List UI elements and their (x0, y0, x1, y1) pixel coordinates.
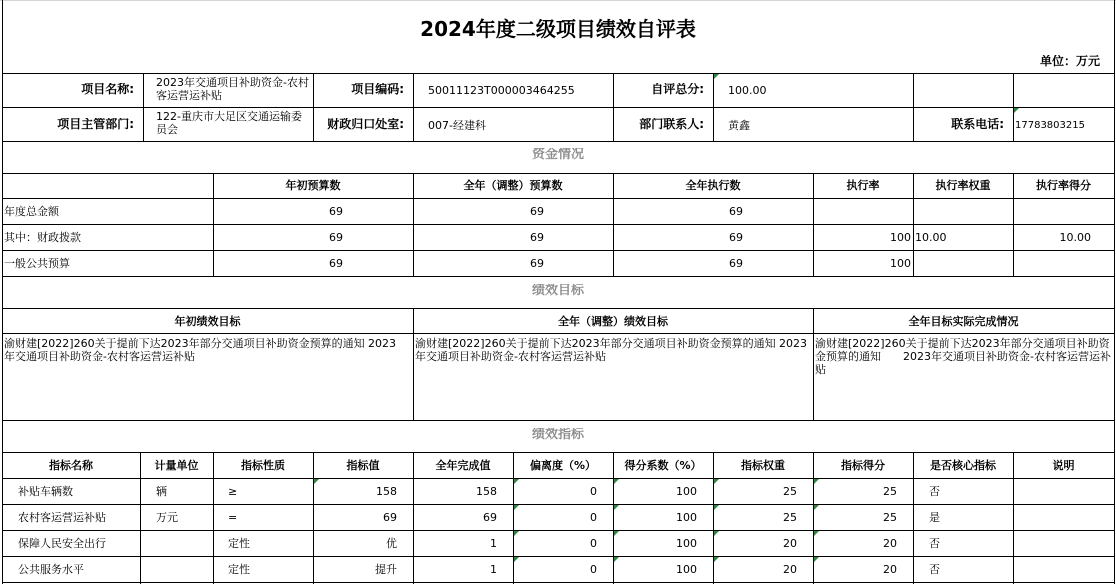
ind-nature: 定性 (228, 563, 250, 576)
funds-row-initial: 69 (329, 257, 343, 270)
ind-nature: = (228, 511, 238, 524)
cell-marker-icon (714, 557, 719, 562)
ind-unit: 万元 (156, 511, 178, 524)
ind-weight: 25 (783, 511, 797, 524)
self-score-label: 自评总分: (651, 83, 704, 96)
cell-marker-icon (714, 531, 719, 536)
ind-header: 偏离度（%） (529, 459, 597, 472)
cell-marker-icon (814, 531, 819, 536)
funds-row-adjusted: 69 (530, 205, 544, 218)
funds-row-executed: 69 (729, 231, 743, 244)
goals-header-initial: 年初绩效目标 (174, 315, 241, 328)
ind-coef: 100 (676, 511, 697, 524)
cell-marker-icon (614, 531, 619, 536)
unit-label: 单位：万元 (1039, 55, 1100, 68)
funds-row-adjusted: 69 (530, 257, 544, 270)
funds-header-adjusted: 全年（调整）预算数 (463, 179, 563, 192)
ind-header: 说明 (1052, 459, 1075, 472)
ind-core: 否 (929, 537, 940, 550)
ind-weight: 20 (783, 537, 797, 550)
cell-marker-icon (814, 479, 819, 484)
ind-done: 1 (490, 563, 497, 576)
cell-marker-icon (514, 479, 519, 484)
cell-marker-icon (1014, 108, 1019, 113)
top-grid (0, 0, 1116, 1)
ind-dev: 0 (590, 563, 597, 576)
cell-marker-icon (614, 505, 619, 510)
ind-name: 公共服务水平 (18, 563, 84, 576)
funds-row-name: 其中：财政拨款 (4, 231, 81, 244)
funds-header-initial: 年初预算数 (285, 179, 341, 192)
cell-marker-icon (314, 479, 319, 484)
funds-row-score: 10.00 (1059, 231, 1091, 244)
project-code-label: 项目编码: (351, 83, 404, 96)
ind-name: 农村客运营运补贴 (18, 511, 106, 524)
ind-header: 全年完成值 (435, 459, 491, 472)
cell-marker-icon (814, 505, 819, 510)
ind-core: 是 (929, 511, 940, 524)
cell-marker-icon (814, 557, 819, 562)
ind-value: 提升 (375, 563, 397, 576)
funds-header-rate: 执行率 (846, 179, 880, 192)
ind-header: 指标值 (346, 459, 380, 472)
cell-marker-icon (514, 505, 519, 510)
goals-header-actual: 全年目标实际完成情况 (908, 315, 1019, 328)
indicators-section-title: 绩效指标 (531, 428, 584, 442)
self-score-value: 100.00 (728, 84, 767, 97)
goals-actual-text: 渝财建[2022]260关于提前下达2023年部分交通项目补助资金预算的通知 2023年交通项目补助资金-农村客运营运补贴 (815, 337, 1111, 376)
ind-score: 25 (883, 485, 897, 498)
contact-value: 黄鑫 (728, 119, 750, 132)
ind-coef: 100 (676, 563, 697, 576)
funds-row-initial: 69 (329, 205, 343, 218)
funds-row-name: 一般公共预算 (4, 257, 70, 270)
funds-row-rate: 100 (890, 231, 911, 244)
phone-value: 17783803215 (1015, 120, 1085, 131)
ind-dev: 0 (590, 511, 597, 524)
ind-unit: 辆 (156, 485, 167, 498)
ind-nature: ≥ (228, 485, 238, 498)
cell-marker-icon (514, 531, 519, 536)
contact-label: 部门联系人: (639, 118, 704, 131)
ind-score: 20 (883, 537, 897, 550)
project-code-value: 50011123T000003464255 (428, 84, 575, 97)
funds-header-score: 执行率得分 (1036, 179, 1091, 192)
page-title: 2024年度二级项目绩效自评表 (420, 17, 696, 41)
ind-header: 是否核心指标 (930, 459, 996, 472)
funds-row-rate: 100 (890, 257, 911, 270)
ind-score: 25 (883, 511, 897, 524)
funds-row-executed: 69 (729, 205, 743, 218)
finance-label: 财政归口处室: (327, 118, 404, 131)
dept-label: 项目主管部门: (57, 118, 134, 131)
project-name-label: 项目名称: (81, 83, 134, 96)
cell-marker-icon (514, 557, 519, 562)
ind-header: 指标性质 (241, 459, 285, 472)
ind-score: 20 (883, 563, 897, 576)
ind-weight: 20 (783, 563, 797, 576)
goals-initial-text: 渝财建[2022]260关于提前下达2023年部分交通项目补助资金预算的通知 2023年交通项目补助资金-农村客运营运补贴 (4, 337, 397, 363)
cell-marker-icon (614, 557, 619, 562)
funds-section-title: 资金情况 (531, 148, 584, 162)
ind-weight: 25 (783, 485, 797, 498)
ind-dev: 0 (590, 485, 597, 498)
funds-header-executed: 全年执行数 (685, 179, 741, 192)
funds-row-weight: 10.00 (915, 231, 947, 244)
ind-value: 69 (383, 511, 397, 524)
ind-header: 指标名称 (49, 459, 93, 472)
phone-label: 联系电话: (951, 118, 1004, 131)
ind-nature: 定性 (228, 537, 250, 550)
ind-core: 否 (929, 485, 940, 498)
ind-header: 得分系数（%） (624, 459, 702, 472)
goals-section-title: 绩效目标 (531, 284, 584, 298)
finance-value: 007-经建科 (428, 119, 486, 132)
cell-marker-icon (614, 479, 619, 484)
cell-marker-icon (714, 505, 719, 510)
goals-header-adjusted: 全年（调整）绩效目标 (558, 315, 668, 328)
ind-header: 指标得分 (841, 459, 885, 472)
ind-value: 优 (386, 537, 397, 550)
ind-name: 补贴车辆数 (18, 485, 73, 498)
ind-dev: 0 (590, 537, 597, 550)
project-name-value: 2023年交通项目补助资金-农村客运营运补贴 (156, 76, 309, 102)
ind-core: 否 (929, 563, 940, 576)
funds-row-name: 年度总金额 (4, 205, 59, 218)
ind-header: 指标权重 (741, 459, 785, 472)
funds-row-executed: 69 (729, 257, 743, 270)
funds-header-weight: 执行率权重 (935, 179, 991, 192)
ind-coef: 100 (676, 485, 697, 498)
ind-done: 69 (483, 511, 497, 524)
cell-marker-icon (714, 479, 719, 484)
goals-adjusted-text: 渝财建[2022]260关于提前下达2023年部分交通项目补助资金预算的通知 2023年交通项目补助资金-农村客运营运补贴 (415, 337, 808, 363)
ind-name: 保障人民安全出行 (18, 537, 106, 550)
ind-done: 158 (476, 485, 497, 498)
dept-value: 122-重庆市大足区交通运输委员会 (156, 110, 302, 136)
ind-done: 1 (490, 537, 497, 550)
ind-coef: 100 (676, 537, 697, 550)
cell-marker-icon (714, 74, 719, 79)
funds-row-initial: 69 (329, 231, 343, 244)
ind-header: 计量单位 (154, 459, 199, 472)
ind-value: 158 (376, 485, 397, 498)
funds-row-adjusted: 69 (530, 231, 544, 244)
